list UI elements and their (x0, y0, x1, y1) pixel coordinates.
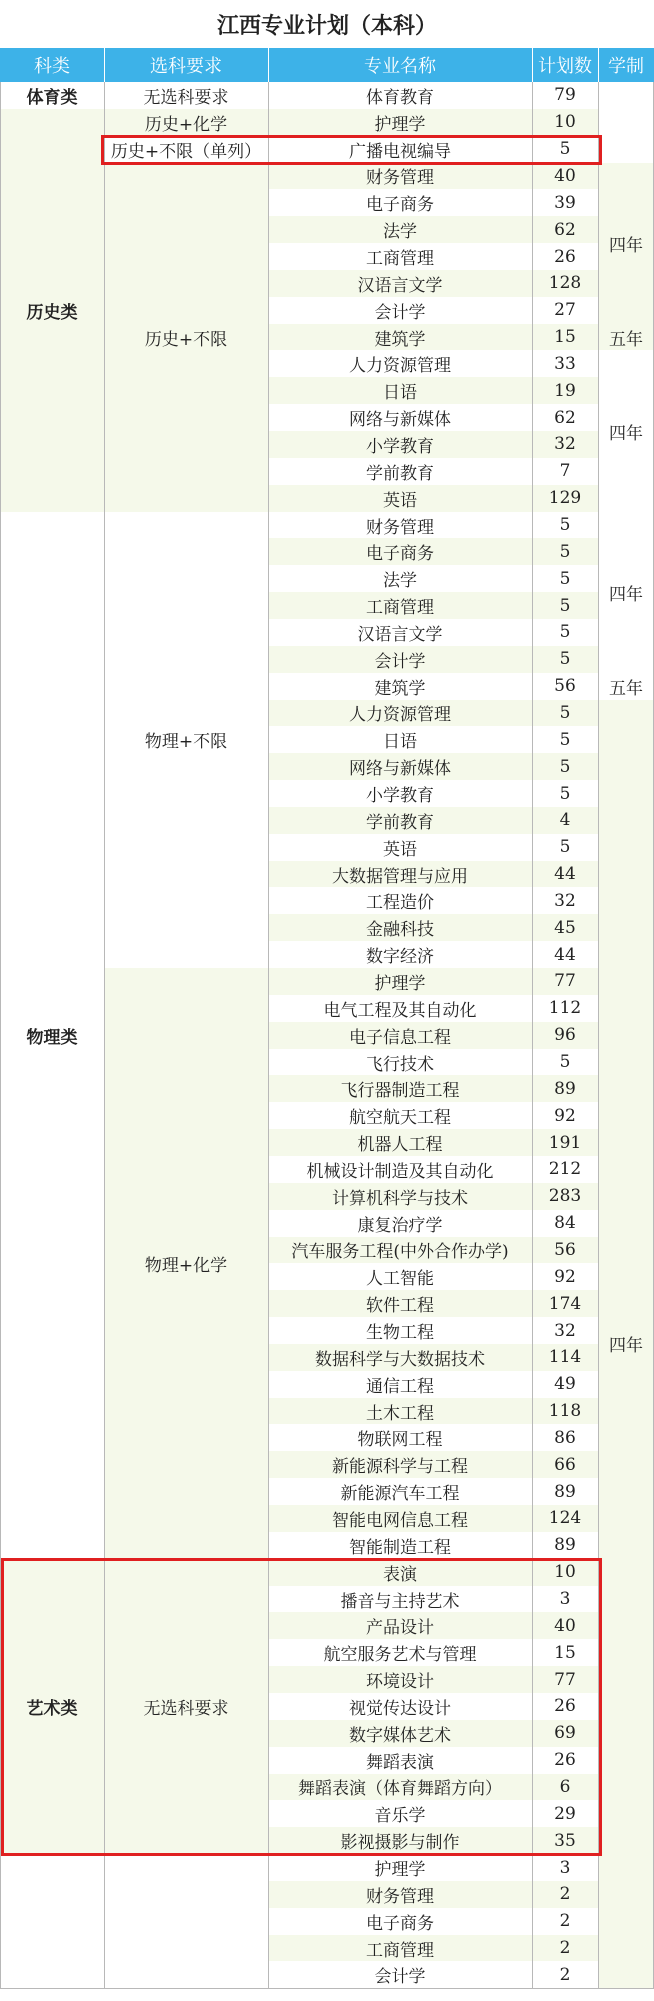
plan-count-cell: 92 (532, 1102, 598, 1129)
plan-count-cell: 79 (532, 82, 598, 109)
grid-line (0, 82, 1, 1988)
duration-cell: 四年 (598, 351, 654, 512)
plan-count-cell: 3 (532, 1854, 598, 1881)
plan-count-cell: 84 (532, 1210, 598, 1237)
grid-line (532, 82, 533, 1988)
major-name-cell: 学前教育 (268, 807, 532, 834)
plan-count-cell: 92 (532, 1263, 598, 1290)
major-name-cell: 电子商务 (268, 189, 532, 216)
plan-count-cell: 5 (532, 700, 598, 727)
plan-count-cell: 2 (532, 1908, 598, 1935)
plan-count-cell: 5 (532, 512, 598, 539)
major-name-cell: 体育教育 (268, 82, 532, 109)
plan-count-cell: 19 (532, 377, 598, 404)
plan-count-cell: 35 (532, 1827, 598, 1854)
major-name-cell: 播音与主持艺术 (268, 1586, 532, 1613)
requirement-cell: 无选科要求 (104, 82, 268, 109)
plan-count-cell: 32 (532, 888, 598, 915)
grid-line (598, 1988, 654, 1989)
major-name-cell: 电子商务 (268, 1908, 532, 1935)
plan-count-cell: 174 (532, 1290, 598, 1317)
major-name-cell: 人工智能 (268, 1263, 532, 1290)
major-name-cell: 会计学 (268, 646, 532, 673)
major-name-cell: 音乐学 (268, 1800, 532, 1827)
requirement-cell: 物理+化学 (104, 968, 268, 1559)
major-name-cell: 会计学 (268, 297, 532, 324)
plan-count-cell: 5 (532, 565, 598, 592)
plan-count-cell: 89 (532, 1532, 598, 1559)
requirement-cell: 历史+不限 (104, 163, 268, 512)
major-name-cell: 广播电视编导 (268, 136, 532, 163)
plan-count-cell: 44 (532, 861, 598, 888)
major-name-cell: 航空航天工程 (268, 1102, 532, 1129)
header-category: 科类 (0, 48, 104, 82)
major-name-cell: 工商管理 (268, 592, 532, 619)
grid-line (104, 1988, 268, 1989)
plan-count-cell: 62 (532, 404, 598, 431)
plan-count-cell: 10 (532, 109, 598, 136)
major-name-cell: 新能源科学与工程 (268, 1451, 532, 1478)
major-name-cell: 机器人工程 (268, 1129, 532, 1156)
duration-cell: 四年 (598, 700, 654, 1989)
major-name-cell: 航空服务艺术与管理 (268, 1639, 532, 1666)
category-cell: 体育类 (0, 82, 104, 109)
plan-count-cell: 128 (532, 270, 598, 297)
plan-count-cell: 44 (532, 941, 598, 968)
major-name-cell: 网络与新媒体 (268, 753, 532, 780)
plan-count-cell: 5 (532, 619, 598, 646)
major-name-cell: 网络与新媒体 (268, 404, 532, 431)
plan-count-cell: 56 (532, 1237, 598, 1264)
category-cell (0, 1854, 104, 1988)
major-name-cell: 人力资源管理 (268, 351, 532, 378)
plan-count-cell: 96 (532, 1022, 598, 1049)
plan-count-cell: 129 (532, 485, 598, 512)
plan-count-cell: 3 (532, 1586, 598, 1613)
enrollment-plan-table (0, 48, 654, 2001)
plan-count-cell: 32 (532, 1317, 598, 1344)
duration-cell: 四年 (598, 512, 654, 673)
duration-cell: 五年 (598, 673, 654, 700)
major-name-cell: 工程造价 (268, 888, 532, 915)
major-name-cell: 汽车服务工程(中外合作办学) (268, 1237, 532, 1264)
plan-count-cell: 77 (532, 1666, 598, 1693)
major-name-cell: 建筑学 (268, 673, 532, 700)
plan-count-cell: 5 (532, 753, 598, 780)
plan-count-cell: 26 (532, 1693, 598, 1720)
plan-count-cell: 15 (532, 324, 598, 351)
major-name-cell: 环境设计 (268, 1666, 532, 1693)
header-divider (104, 48, 105, 82)
major-name-cell: 大数据管理与应用 (268, 861, 532, 888)
plan-count-cell: 212 (532, 1156, 598, 1183)
major-name-cell: 通信工程 (268, 1371, 532, 1398)
major-name-cell: 汉语言文学 (268, 619, 532, 646)
major-name-cell: 日语 (268, 726, 532, 753)
major-name-cell: 护理学 (268, 968, 532, 995)
major-name-cell: 飞行技术 (268, 1049, 532, 1076)
plan-count-cell: 5 (532, 136, 598, 163)
major-name-cell: 学前教育 (268, 458, 532, 485)
major-name-cell: 财务管理 (268, 163, 532, 190)
plan-count-cell: 86 (532, 1425, 598, 1452)
major-name-cell: 建筑学 (268, 324, 532, 351)
duration-cell: 五年 (598, 324, 654, 351)
plan-count-cell: 29 (532, 1800, 598, 1827)
major-name-cell: 小学教育 (268, 431, 532, 458)
plan-count-cell: 112 (532, 995, 598, 1022)
plan-count-cell: 10 (532, 1559, 598, 1586)
plan-count-cell: 26 (532, 1747, 598, 1774)
plan-count-cell: 7 (532, 458, 598, 485)
plan-count-cell: 89 (532, 1478, 598, 1505)
major-name-cell: 电气工程及其自动化 (268, 995, 532, 1022)
major-name-cell: 护理学 (268, 109, 532, 136)
header-plan-count: 计划数 (532, 48, 598, 82)
major-name-cell: 智能制造工程 (268, 1532, 532, 1559)
plan-count-cell: 39 (532, 189, 598, 216)
plan-count-cell: 5 (532, 592, 598, 619)
plan-count-cell: 27 (532, 297, 598, 324)
major-name-cell: 英语 (268, 485, 532, 512)
requirement-cell: 物理+不限 (104, 512, 268, 968)
major-name-cell: 工商管理 (268, 243, 532, 270)
major-name-cell: 护理学 (268, 1854, 532, 1881)
plan-count-cell: 32 (532, 431, 598, 458)
major-name-cell: 英语 (268, 834, 532, 861)
duration-cell (598, 82, 654, 163)
grid-line (268, 1988, 598, 1989)
major-name-cell: 机械设计制造及其自动化 (268, 1156, 532, 1183)
major-name-cell: 电子商务 (268, 538, 532, 565)
plan-count-cell: 66 (532, 1451, 598, 1478)
major-name-cell: 表演 (268, 1559, 532, 1586)
plan-count-cell: 40 (532, 1612, 598, 1639)
major-name-cell: 数据科学与大数据技术 (268, 1344, 532, 1371)
major-name-cell: 智能电网信息工程 (268, 1505, 532, 1532)
major-name-cell: 生物工程 (268, 1317, 532, 1344)
major-name-cell: 工商管理 (268, 1935, 532, 1962)
major-name-cell: 物联网工程 (268, 1425, 532, 1452)
major-name-cell: 汉语言文学 (268, 270, 532, 297)
plan-count-cell: 5 (532, 834, 598, 861)
plan-count-cell: 45 (532, 914, 598, 941)
plan-count-cell: 77 (532, 968, 598, 995)
plan-count-cell: 5 (532, 780, 598, 807)
plan-count-cell: 191 (532, 1129, 598, 1156)
header-subject-requirement: 选科要求 (104, 48, 268, 82)
header-major-name: 专业名称 (268, 48, 532, 82)
category-cell: 艺术类 (0, 1559, 104, 1854)
plan-count-cell: 26 (532, 243, 598, 270)
header-divider (532, 48, 533, 82)
plan-count-cell: 69 (532, 1720, 598, 1747)
plan-count-cell: 118 (532, 1398, 598, 1425)
header-divider (268, 48, 269, 82)
category-cell: 物理类 (0, 512, 104, 1559)
plan-count-cell: 114 (532, 1344, 598, 1371)
major-name-cell: 数字媒体艺术 (268, 1720, 532, 1747)
plan-count-cell: 5 (532, 646, 598, 673)
plan-count-cell: 33 (532, 351, 598, 378)
major-name-cell: 人力资源管理 (268, 700, 532, 727)
plan-count-cell: 89 (532, 1075, 598, 1102)
plan-count-cell: 15 (532, 1639, 598, 1666)
category-cell: 历史类 (0, 109, 104, 512)
plan-count-cell: 5 (532, 1049, 598, 1076)
requirement-cell: 历史+不限（单列） (104, 136, 268, 163)
major-name-cell: 康复治疗学 (268, 1210, 532, 1237)
grid-line (104, 82, 105, 1988)
plan-count-cell: 62 (532, 216, 598, 243)
header-divider (598, 48, 599, 82)
major-name-cell: 法学 (268, 565, 532, 592)
major-name-cell: 财务管理 (268, 512, 532, 539)
plan-count-cell: 2 (532, 1935, 598, 1962)
plan-count-cell: 4 (532, 807, 598, 834)
plan-count-cell: 283 (532, 1183, 598, 1210)
major-name-cell: 财务管理 (268, 1881, 532, 1908)
major-name-cell: 会计学 (268, 1962, 532, 1989)
requirement-cell: 无选科要求 (104, 1559, 268, 1854)
requirement-cell: 历史+化学 (104, 109, 268, 136)
plan-count-cell: 6 (532, 1774, 598, 1801)
major-name-cell: 日语 (268, 377, 532, 404)
duration-cell: 四年 (598, 163, 654, 324)
major-name-cell: 舞蹈表演（体育舞蹈方向） (268, 1774, 532, 1801)
major-name-cell: 土木工程 (268, 1398, 532, 1425)
major-name-cell: 舞蹈表演 (268, 1747, 532, 1774)
major-name-cell: 电子信息工程 (268, 1022, 532, 1049)
major-name-cell: 视觉传达设计 (268, 1693, 532, 1720)
grid-line (0, 1988, 104, 1989)
major-name-cell: 小学教育 (268, 780, 532, 807)
plan-count-cell: 124 (532, 1505, 598, 1532)
plan-count-cell: 40 (532, 163, 598, 190)
plan-count-cell: 49 (532, 1371, 598, 1398)
major-name-cell: 金融科技 (268, 914, 532, 941)
major-name-cell: 法学 (268, 216, 532, 243)
major-name-cell: 影视摄影与制作 (268, 1827, 532, 1854)
major-name-cell: 飞行器制造工程 (268, 1075, 532, 1102)
grid-line (268, 82, 269, 1988)
major-name-cell: 产品设计 (268, 1612, 532, 1639)
plan-count-cell: 56 (532, 673, 598, 700)
major-name-cell: 软件工程 (268, 1290, 532, 1317)
plan-count-cell: 2 (532, 1962, 598, 1989)
plan-count-cell: 5 (532, 538, 598, 565)
header-duration: 学制 (598, 48, 654, 82)
major-name-cell: 新能源汽车工程 (268, 1478, 532, 1505)
page-title: 江西专业计划（本科） (216, 13, 437, 39)
major-name-cell: 计算机科学与技术 (268, 1183, 532, 1210)
major-name-cell: 数字经济 (268, 941, 532, 968)
grid-line (598, 82, 599, 1988)
plan-count-cell: 2 (532, 1881, 598, 1908)
plan-count-cell: 5 (532, 726, 598, 753)
requirement-cell (104, 1854, 268, 1988)
